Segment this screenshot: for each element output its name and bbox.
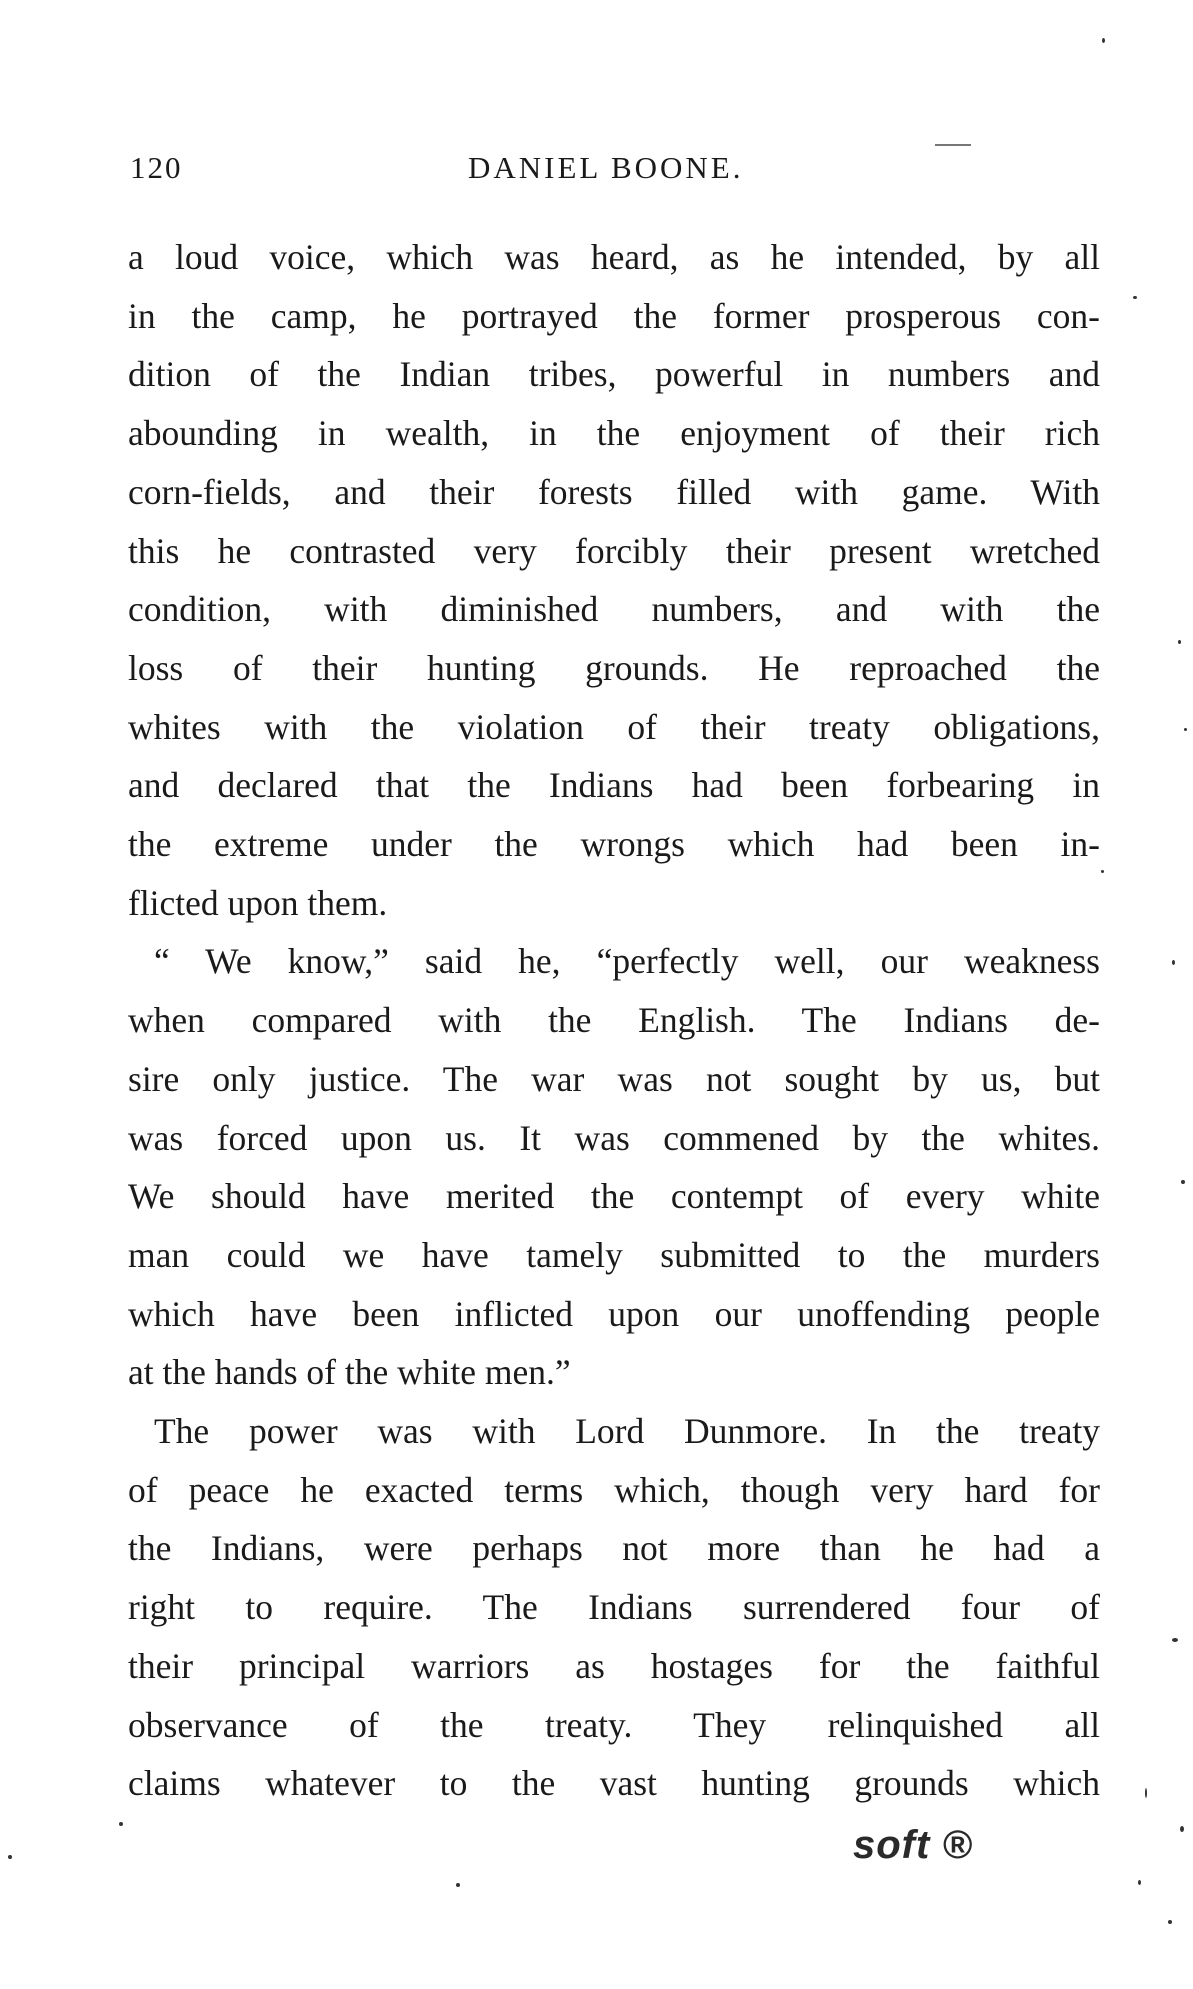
text-line: dition of the Indian tribes, powerful in numbers and [128,354,1100,395]
paragraph [128,932,1100,1402]
scan-speck [1172,1638,1178,1642]
text-line: man could we have tamely submitted to the murders [128,1234,1100,1275]
text-line: which have been inflicted upon our unoffending people [128,1293,1100,1334]
text-line: the Indians, were perhaps not more than he had a [128,1528,1100,1569]
text-line: loss of their hunting grounds. He reproached the [128,647,1100,688]
text-line: whites with the violation of their treaty obligations, [128,706,1100,747]
text-line: in the camp, he portrayed the former prosperous con- [128,295,1100,336]
scan-speck [8,1855,12,1859]
scan-speck [1138,1880,1141,1885]
scan-speck [456,1883,460,1887]
page-number: 120 [130,150,183,185]
text-line: right to require. The Indians surrendered four of [128,1587,1100,1628]
scan-speck [1178,640,1181,644]
text-line: “ We know,” said he, “perfectly well, our weakness [154,941,1100,982]
text-line: this he contrasted very forcibly their present wretched [128,530,1100,571]
scan-speck [1102,38,1105,43]
text-line: observance of the treaty. They relinquished all [128,1704,1100,1745]
text-line: was forced upon us. It was commened by the whites. [128,1117,1100,1158]
scan-speck [1181,1180,1185,1184]
text-line: flicted upon them. [128,882,388,923]
text-line: condition, with diminished numbers, and with the [128,589,1100,630]
text-line: when compared with the English. The Indians de- [128,1000,1100,1041]
scan-speck [935,144,971,146]
text-line: of peace he exacted terms which, though very hard for [128,1469,1100,1510]
scan-speck [119,1822,123,1826]
body-text [128,228,1100,1813]
text-line: The power was with Lord Dunmore. In the treaty [154,1411,1100,1452]
scan-speck [1168,1920,1172,1924]
text-line: and declared that the Indians had been forbearing in [128,765,1100,806]
scan-speck [1180,1826,1184,1832]
text-line: at the hands of the white men.” [128,1352,571,1393]
scan-speck [1172,960,1175,965]
scan-speck [1101,870,1104,873]
text-line: corn-fields, and their forests filled with game. With [128,471,1100,512]
text-line: We should have merited the contempt of every white [128,1176,1100,1217]
text-line: a loud voice, which was heard, as he intended, by all [128,237,1100,277]
paragraph [128,228,1100,932]
paragraph [128,1402,1100,1813]
text-line: the extreme under the wrongs which had been in- [128,824,1100,865]
running-title: DANIEL BOONE. [468,150,744,185]
text-line: claims whatever to the vast hunting grounds which [128,1763,1100,1804]
scan-speck [1184,728,1187,731]
text-line: abounding in wealth, in the enjoyment of their rich [128,413,1100,454]
running-head [130,150,1100,190]
scan-speck [1145,1788,1147,1798]
text-line: their principal warriors as hostages for the faithful [128,1645,1100,1686]
text-line: sire only justice. The war was not sought by us, but [128,1058,1100,1099]
scan-speck [1133,296,1137,299]
watermark: soft ® [853,1823,973,1867]
